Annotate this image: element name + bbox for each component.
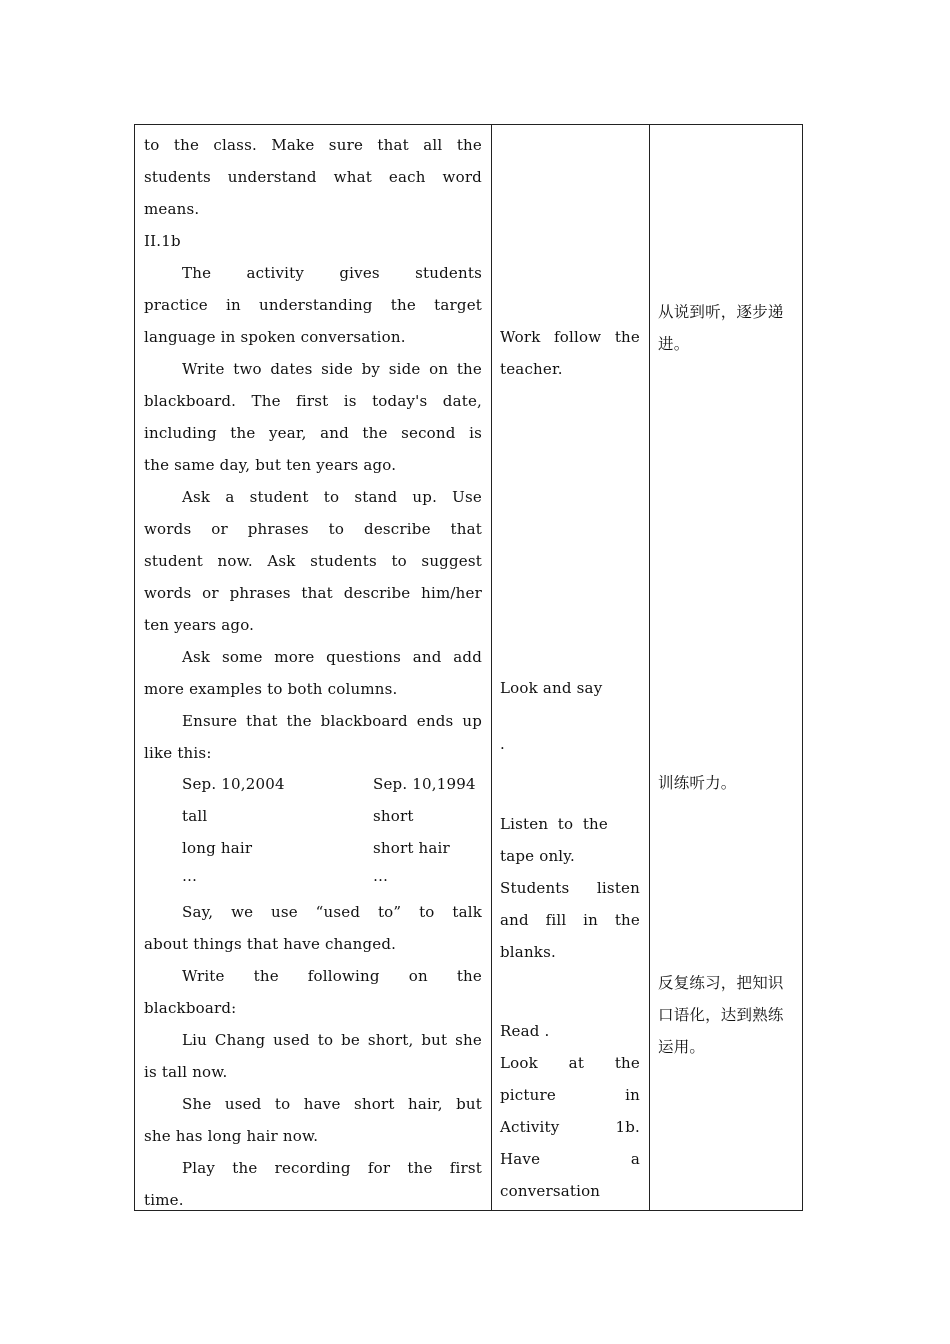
text-line: like this:	[144, 744, 212, 762]
blackboard-right-item: Sep. 10,1994	[373, 775, 476, 793]
text-line: 进。	[658, 335, 690, 353]
text-line: teacher.	[500, 360, 563, 378]
text-line: Ask some more questions and add	[182, 648, 482, 666]
text-line: 运用。	[658, 1038, 706, 1056]
text-line: Ensure that the blackboard ends up	[182, 712, 482, 730]
text-line: blanks.	[500, 943, 556, 961]
column-divider-1	[491, 125, 492, 1210]
text-line: words or phrases to describe that	[144, 520, 482, 538]
text-line: means.	[144, 200, 200, 218]
blackboard-right-item: …	[373, 867, 389, 885]
text-line: and fill in the	[500, 911, 640, 929]
text-line: Write two dates side by side on the	[182, 360, 482, 378]
text-line: tape only.	[500, 847, 575, 865]
text-line: Play the recording for the first	[182, 1159, 482, 1177]
text-line: Say, we use “used to” to talk	[182, 903, 482, 921]
column-divider-2	[649, 125, 650, 1210]
text-line: words or phrases that describe him/her	[144, 584, 482, 602]
text-line: Listen to the	[500, 815, 608, 833]
blackboard-left-item: Sep. 10,2004	[182, 775, 285, 793]
text-line: Ask a student to stand up. Use	[182, 488, 482, 506]
text-line: Have a	[500, 1150, 640, 1168]
blackboard-left-item: long hair	[182, 839, 253, 857]
text-line: Liu Chang used to be short, but she	[182, 1031, 482, 1049]
text-line: the same day, but ten years ago.	[144, 456, 397, 474]
text-line: to the class. Make sure that all the	[144, 136, 482, 154]
text-line: 训练听力。	[658, 774, 737, 792]
text-line: more examples to both columns.	[144, 680, 398, 698]
text-line: about things that have changed.	[144, 935, 397, 953]
text-line: Look at the	[500, 1054, 640, 1072]
text-line: Write the following on the	[182, 967, 482, 985]
text-line: ten years ago.	[144, 616, 255, 634]
text-line: 口语化，达到熟练	[658, 1006, 784, 1024]
text-line: The activity gives students	[182, 264, 482, 282]
blackboard-left-item: …	[182, 867, 198, 885]
text-line: 反复练习，把知识	[658, 974, 784, 992]
blackboard-right-item: short hair	[373, 839, 450, 857]
text-line: Look and say	[500, 679, 603, 697]
text-line: language in spoken conversation.	[144, 328, 406, 346]
text-line: Read .	[500, 1022, 550, 1040]
text-line: Activity 1b.	[500, 1118, 640, 1136]
text-line: students understand what each word	[144, 168, 482, 186]
text-line: Work follow the	[500, 328, 640, 346]
text-line: 从说到听，逐步递	[658, 303, 784, 321]
text-line: student now. Ask students to suggest	[144, 552, 482, 570]
section-label: II.1b	[144, 232, 181, 250]
text-line: blackboard. The first is today's date,	[144, 392, 482, 410]
text-line: including the year, and the second is	[144, 424, 482, 442]
text-line: blackboard:	[144, 999, 237, 1017]
text-line: practice in understanding the target	[144, 296, 482, 314]
text-line: conversation	[500, 1182, 601, 1200]
text-line: .	[500, 735, 505, 753]
blackboard-right-item: short	[373, 807, 414, 825]
text-line: picture in	[500, 1086, 640, 1104]
text-line: Students listen	[500, 879, 640, 897]
text-line: is tall now.	[144, 1063, 228, 1081]
text-line: time.	[144, 1191, 184, 1209]
text-line: She used to have short hair, but	[182, 1095, 482, 1113]
text-line: she has long hair now.	[144, 1127, 319, 1145]
blackboard-left-item: tall	[182, 807, 208, 825]
